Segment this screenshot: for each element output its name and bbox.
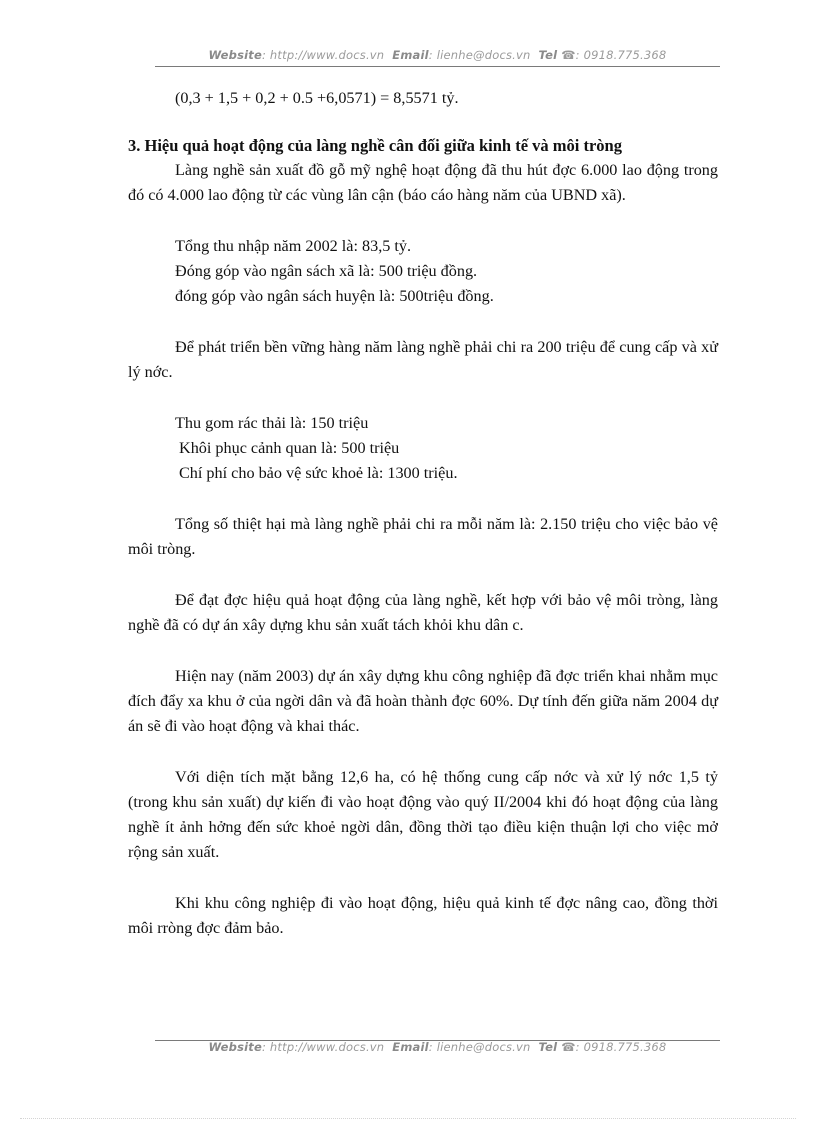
phone-icon: ☎ — [561, 48, 576, 62]
header-email-label: Email — [392, 48, 429, 62]
header-website-value: : http://www.docs.vn — [262, 48, 385, 62]
header-website-label: Website — [208, 48, 262, 62]
page-edge-dotted-line — [20, 1118, 796, 1119]
footer-tel-value: : 0918.775.368 — [575, 1040, 667, 1054]
paragraph-2: Để phát triển bền vững hàng năm làng nghề phải chi ra 200 triệu để cung cấp và xử lý nớc. — [128, 338, 718, 381]
list2-item-1: Thu gom rác thải là: 150 triệu — [175, 414, 369, 432]
page-header — [155, 48, 720, 67]
section-heading: 3. Hiệu quả hoạt động của làng nghề cân đối giữa kinh tế và môi tròng — [128, 136, 622, 155]
paragraph-6: Với diện tích mặt bằng 12,6 ha, có hệ thống cung cấp nớc và xử lý nớc 1,5 tỷ (trong khu sản xuất) dự kiến đi vào hoạt động vào quý II/2004 khi đó hoạt động của làng nghề ít ảnh hởng đến sức khoẻ ngời dân, đồng thời tạo điều kiện thuận lợi cho việc mở rộng sản xuất. — [128, 768, 718, 861]
formula-line: (0,3 + 1,5 + 0,2 + 0.5 +6,0571) = 8,5571 tỷ. — [175, 89, 459, 107]
paragraph-3: Tổng số thiệt hại mà làng nghề phải chi ra mỗi năm là: 2.150 triệu cho việc bảo vệ môi tròng. — [128, 515, 718, 558]
header-email-value: : lienhe@docs.vn — [428, 48, 531, 62]
footer-email-value: : lienhe@docs.vn — [428, 1040, 531, 1054]
header-tel-label: Tel — [538, 48, 558, 62]
footer-website-value: : http://www.docs.vn — [262, 1040, 385, 1054]
paragraph-4: Để đạt đợc hiệu quả hoạt động của làng nghề, kết hợp với bảo vệ môi tròng, làng nghề đã có dự án xây dựng khu sản xuất tách khỏi khu dân c. — [128, 591, 718, 634]
page-body — [128, 86, 718, 941]
list1-item-3: đóng góp vào ngân sách huyện là: 500triệu đồng. — [175, 287, 494, 305]
paragraph-5: Hiện nay (năm 2003) dự án xây dựng khu công nghiệp đã đợc triển khai nhằm mục đích đẩy xa khu ở của ngời dân và đã hoàn thành đợc 60%. Dự tính đến giữa năm 2004 dự án sẽ đi vào hoạt động và khai thác. — [128, 667, 718, 735]
list2-item-2: Khôi phục cảnh quan là: 500 triệu — [179, 439, 400, 457]
footer-tel-label: Tel — [538, 1040, 558, 1054]
list2-item-3: Chí phí cho bảo vệ sức khoẻ là: 1300 triệu. — [179, 464, 458, 482]
paragraph-7: Khi khu công nghiệp đi vào hoạt động, hiệu quả kinh tế đợc nâng cao, đồng thời môi rròng đợc đảm bảo. — [128, 894, 718, 937]
list1-item-2: Đóng góp vào ngân sách xã là: 500 triệu đồng. — [175, 262, 478, 280]
paragraph-1: Làng nghề sản xuất đồ gỗ mỹ nghệ hoạt động đã thu hút đợc 6.000 lao động trong đó có 4.000 lao động từ các vùng lân cận (báo cáo hàng năm của UBND xã). — [128, 161, 718, 204]
footer-email-label: Email — [392, 1040, 429, 1054]
list1-item-1: Tổng thu nhập năm 2002 là: 83,5 tỷ. — [175, 237, 412, 255]
header-tel-value: : 0918.775.368 — [575, 48, 667, 62]
phone-icon: ☎ — [561, 1040, 576, 1054]
footer-website-label: Website — [208, 1040, 262, 1054]
page-footer — [155, 1040, 720, 1056]
